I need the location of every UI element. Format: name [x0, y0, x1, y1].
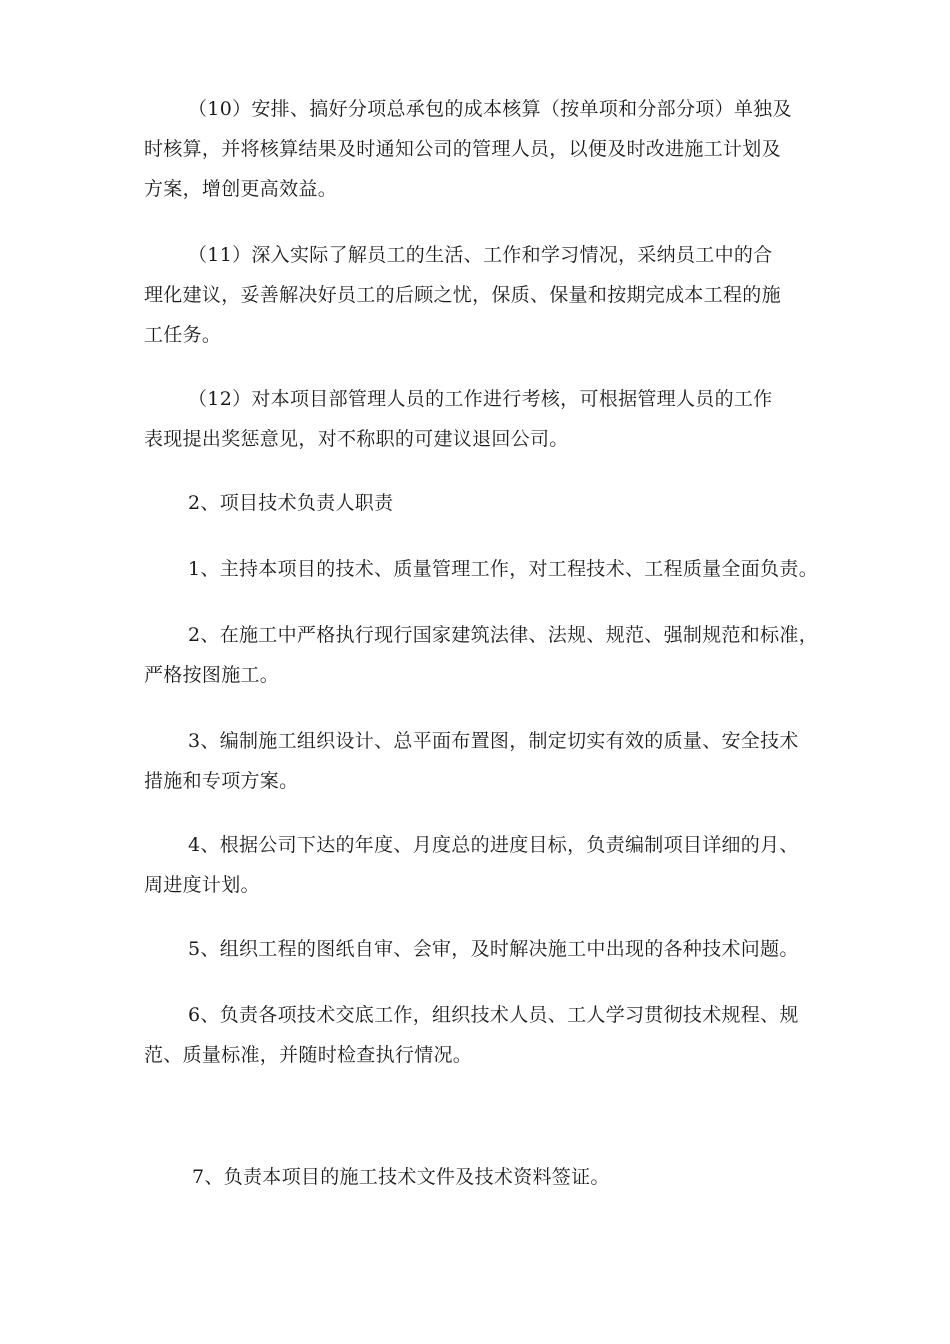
text-line: 1、主持本项目的技术、质量管理工作，对工程技术、工程质量全面负责。	[188, 558, 818, 580]
section-heading: 2、项目技术负责人职责	[188, 492, 394, 514]
text-line: 严格按图施工。	[144, 664, 280, 686]
text-line: （10）安排、搞好分项总承包的成本核算（按单项和分部分项）单独及	[188, 98, 792, 120]
text-line: 方案，增创更高效益。	[144, 178, 338, 200]
text-line: 3、编制施工组织设计、总平面布置图，制定切实有效的质量、安全技术	[188, 730, 799, 752]
text-line: 2、在施工中严格执行现行国家建筑法律、法规、规范、强制规范和标准，	[188, 624, 818, 646]
text-line: 措施和专项方案。	[144, 770, 299, 792]
text-line: 6、负责各项技术交底工作，组织技术人员、工人学习贯彻技术规程、规	[188, 1004, 799, 1026]
text-line: 理化建议，妥善解决好员工的后顾之忧，保质、保量和按期完成本工程的施	[144, 284, 781, 306]
text-line: （11）深入实际了解员工的生活、工作和学习情况，采纳员工中的合	[188, 244, 773, 266]
text-line: 时核算，并将核算结果及时通知公司的管理人员，以便及时改进施工计划及	[144, 138, 781, 160]
text-line: 范、质量标准，并随时检查执行情况。	[144, 1044, 473, 1066]
text-line: 表现提出奖惩意见，对不称职的可建议退回公司。	[144, 428, 569, 450]
text-line: 周进度计划。	[144, 874, 260, 896]
text-line: 7、负责本项目的施工技术文件及技术资料签证。	[192, 1166, 610, 1188]
text-line: 工任务。	[144, 324, 222, 346]
text-line: 4、根据公司下达的年度、月度总的进度目标，负责编制项目详细的月、	[188, 834, 799, 856]
text-line: （12）对本项目部管理人员的工作进行考核，可根据管理人员的工作	[188, 388, 773, 410]
text-line: 5、组织工程的图纸自审、会审，及时解决施工中出现的各种技术问题。	[188, 938, 799, 960]
